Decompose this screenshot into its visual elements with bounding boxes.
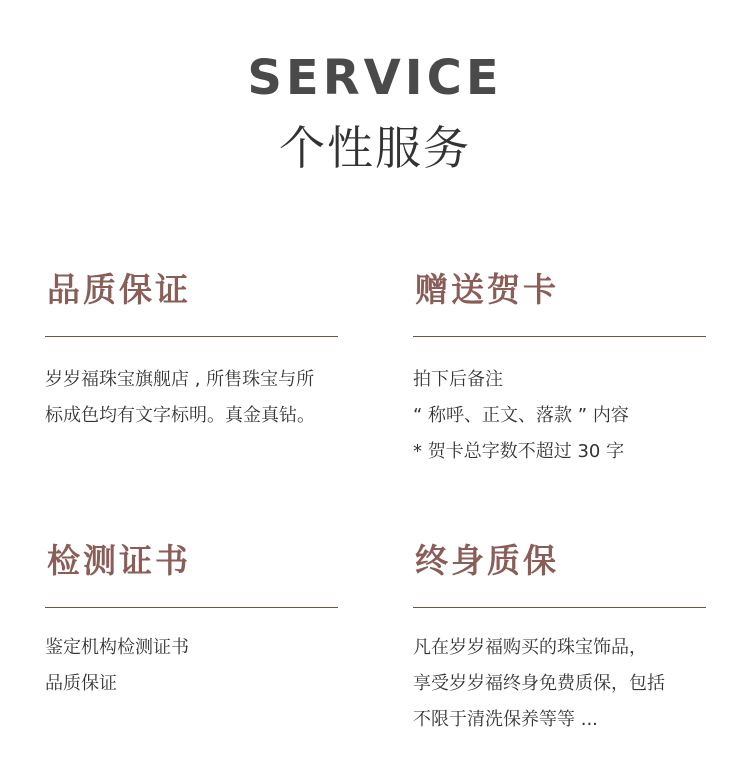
section-heading: 终身质保 bbox=[415, 541, 559, 580]
section-divider bbox=[45, 607, 338, 608]
inspection-certificate-section bbox=[45, 539, 345, 702]
section-divider bbox=[413, 336, 706, 337]
description-line: 岁岁福珠宝旗舰店 , 所售珠宝与所 bbox=[45, 369, 315, 390]
description-line: 标成色均有文字标明。真金真钻。 bbox=[45, 405, 315, 426]
lifetime-warranty-section bbox=[413, 539, 713, 738]
section-description bbox=[413, 362, 713, 470]
section-divider bbox=[413, 607, 706, 608]
description-line: “ 称呼、正文、落款 ” 内容 bbox=[413, 405, 629, 426]
section-description bbox=[413, 630, 713, 738]
description-line: 拍下后备注 bbox=[413, 369, 503, 390]
quality-guarantee-section bbox=[45, 268, 345, 434]
section-description bbox=[45, 630, 345, 702]
section-heading: 赠送贺卡 bbox=[415, 270, 559, 309]
description-line: 不限于清洗保养等等 ... bbox=[413, 709, 598, 730]
section-heading: 检测证书 bbox=[47, 541, 191, 580]
description-line: 享受岁岁福终身免费质保，包括 bbox=[413, 673, 665, 694]
section-divider bbox=[45, 336, 338, 337]
page-title-english: SERVICE bbox=[247, 50, 503, 106]
greeting-card-section bbox=[413, 268, 713, 470]
description-line: 品质保证 bbox=[45, 673, 117, 694]
section-heading: 品质保证 bbox=[47, 270, 191, 309]
description-line: * 贺卡总字数不超过 30 字 bbox=[413, 441, 625, 462]
description-line: 鉴定机构检测证书 bbox=[45, 637, 189, 658]
description-line: 凡在岁岁福购买的珠宝饰品， bbox=[413, 637, 647, 658]
section-description bbox=[45, 362, 345, 434]
page-title-chinese: 个性服务 bbox=[279, 121, 471, 175]
